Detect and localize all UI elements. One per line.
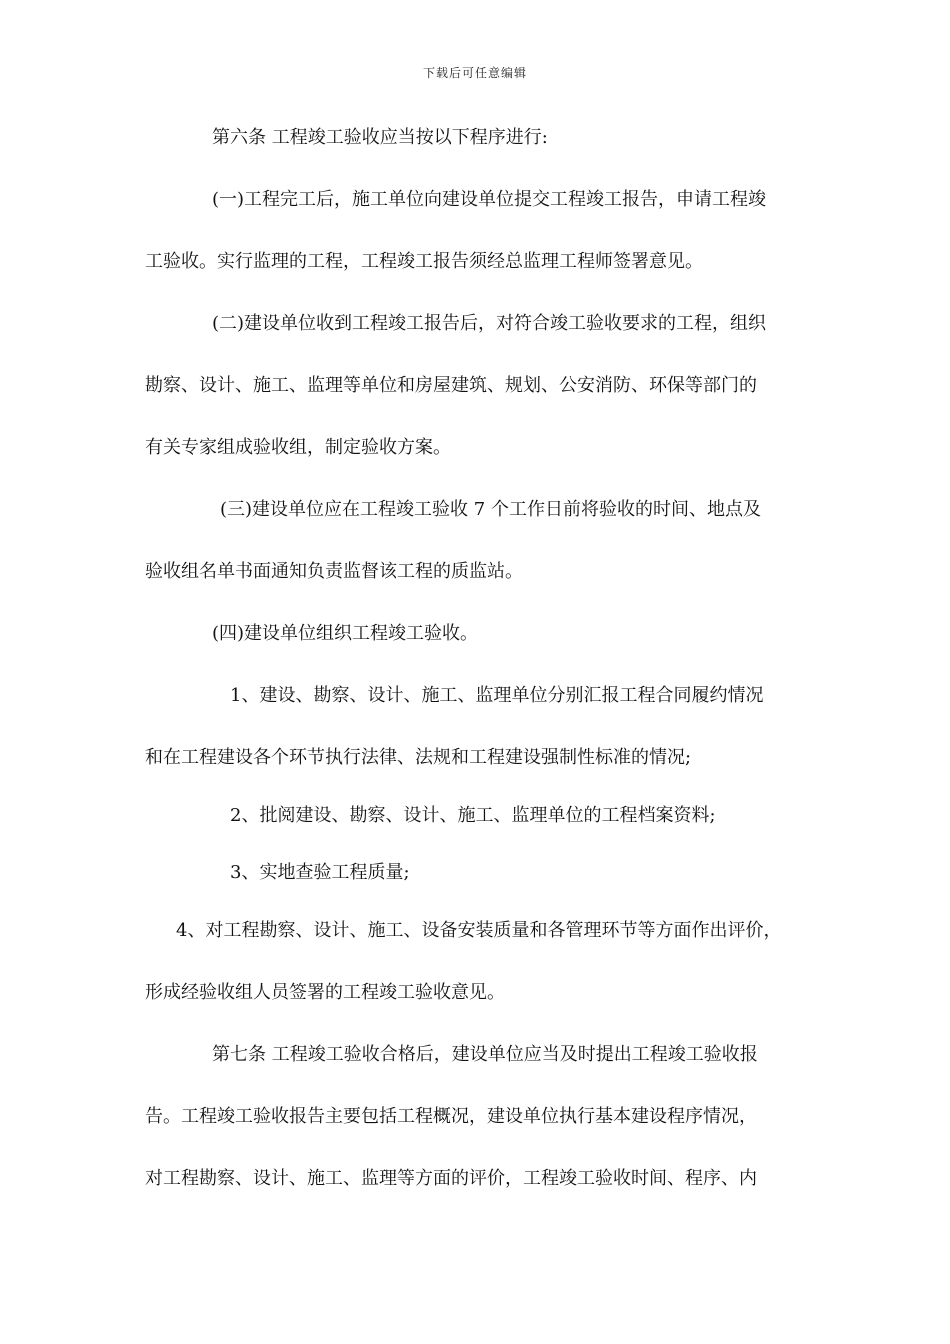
paragraph-line: 有关专家组成验收组，制定验收方案。 [145,437,451,458]
paragraph-line: 勘察、设计、施工、监理等单位和房屋建筑、规划、公安消防、环保等部门的 [145,375,757,396]
paragraph-line: 1、建设、勘察、设计、施工、监理单位分别汇报工程合同履约情况 [230,685,764,706]
paragraph-line: (一)工程完工后，施工单位向建设单位提交工程竣工报告，申请工程竣 [212,189,767,210]
paragraph-line: 第七条 工程竣工验收合格后，建设单位应当及时提出工程竣工验收报 [212,1044,758,1065]
paragraph-line: 工验收。实行监理的工程，工程竣工报告须经总监理工程师签署意见。 [145,251,703,272]
paragraph-line: 2、批阅建设、勘察、设计、施工、监理单位的工程档案资料; [230,805,716,826]
paragraph-line: 验收组名单书面通知负责监督该工程的质监站。 [145,561,523,582]
paragraph-line: 和在工程建设各个环节执行法律、法规和工程建设强制性标准的情况; [145,747,692,768]
paragraph-line: 4、对工程勘察、设计、施工、设备安装质量和各管理环节等方面作出评价， [176,920,782,941]
paragraph-line: 第六条 工程竣工验收应当按以下程序进行: [212,127,548,148]
paragraph-line: 3、实地查验工程质量; [230,862,410,883]
paragraph-line: 对工程勘察、设计、施工、监理等方面的评价，工程竣工验收时间、程序、内 [145,1168,757,1189]
paragraph-line: 形成经验收组人员签署的工程竣工验收意见。 [145,982,505,1003]
page-header: 下载后可任意编辑 [422,66,527,80]
paragraph-line: 告。工程竣工验收报告主要包括工程概况，建设单位执行基本建设程序情况， [145,1106,757,1127]
paragraph-line: (四)建设单位组织工程竣工验收。 [212,623,479,644]
paragraph-line: (三)建设单位应在工程竣工验收 7 个工作日前将验收的时间、地点及 [220,499,761,520]
paragraph-line: (二)建设单位收到工程竣工报告后，对符合竣工验收要求的工程，组织 [212,313,767,334]
